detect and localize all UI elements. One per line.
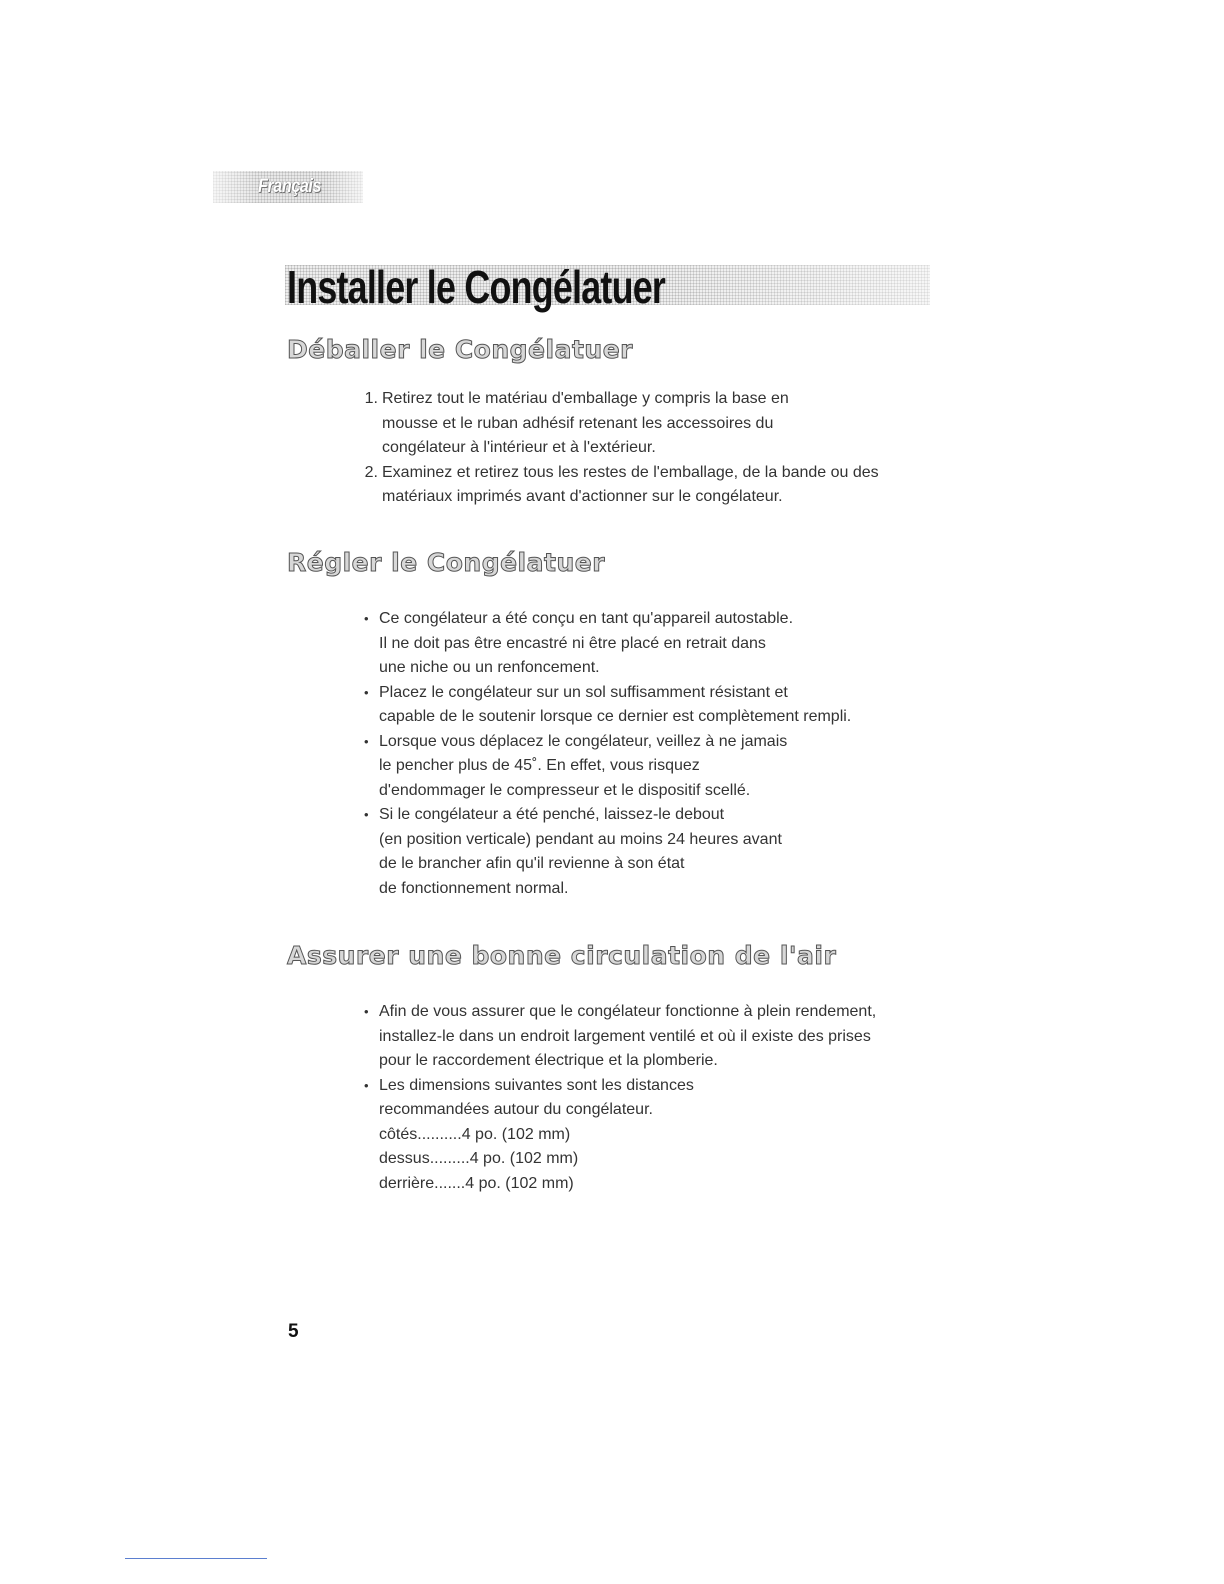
- setup-bullet-list: [360, 607, 940, 901]
- item-text-line: une niche ou un renfoncement.: [379, 659, 600, 676]
- bullet-icon: •: [364, 611, 369, 626]
- clearance-top-line: dessus.........4 po. (102 mm): [379, 1150, 579, 1167]
- page-title: Installer le Congélatuer: [287, 261, 666, 313]
- item-text-line: de le brancher afin qu'il revienne à son état: [379, 855, 685, 872]
- item-text-line: capable de le soutenir lorsque ce dernier est complètement rempli.: [379, 708, 852, 725]
- item-text-line: Les dimensions suivantes sont les distances: [379, 1076, 694, 1094]
- item-text-line: Placez le congélateur sur un sol suffisamment résistant et: [379, 683, 788, 701]
- item-text-line: installez-le dans un endroit largement ventilé et où il existe des prises: [379, 1027, 871, 1045]
- item-text-line: d'endommager le compresseur et le dispositif scellé.: [379, 781, 751, 799]
- bullet-icon: •: [364, 1004, 369, 1019]
- section-heading-deballer: Déballer le Congélatuer: [287, 335, 633, 364]
- list-item: [360, 803, 940, 901]
- air-circulation-bullet-list: [360, 1000, 940, 1196]
- language-tab-label: Français: [258, 176, 322, 197]
- item-text-line: pour le raccordement électrique et la plomberie.: [379, 1052, 718, 1069]
- item-text-line: Retirez tout le matériau d'emballage y compris la base en: [382, 390, 789, 407]
- item-text-line: recommandées autour du congélateur.: [379, 1101, 653, 1118]
- unpacking-steps-list: [360, 387, 940, 510]
- item-text-line: (en position verticale) pendant au moins 24 heures avant: [379, 830, 782, 848]
- list-item: [360, 1074, 940, 1197]
- bullet-icon: •: [364, 684, 369, 700]
- item-text-line: Lorsque vous déplacez le congélateur, veillez à ne jamais: [379, 732, 788, 750]
- footer-divider: [125, 1558, 267, 1559]
- item-text-line: le pencher plus de 45˚. En effet, vous risquez: [379, 757, 700, 774]
- list-item: [360, 1000, 940, 1074]
- list-item: [360, 730, 940, 804]
- list-number: 1.: [364, 390, 378, 407]
- item-text-line: congélateur à l'intérieur et à l'extérieur.: [382, 439, 656, 456]
- item-text-line: de fonctionnement normal.: [379, 879, 569, 897]
- clearance-back-line: derrière.......4 po. (102 mm): [379, 1174, 574, 1192]
- section-heading-regler: Régler le Congélatuer: [287, 548, 606, 577]
- section-heading-air-circulation: Assurer une bonne circulation de l'air: [287, 941, 837, 970]
- bullet-icon: •: [364, 1077, 369, 1093]
- list-item: [360, 681, 940, 730]
- item-text-line: Examinez et retirez tous les restes de l'emballage, de la bande ou des: [382, 463, 879, 481]
- bullet-icon: •: [364, 807, 369, 822]
- item-text-line: Ce congélateur a été conçu en tant qu'appareil autostable.: [379, 610, 794, 627]
- list-item: [360, 461, 940, 510]
- item-text-line: Afin de vous assurer que le congélateur fonctionne à plein rendement,: [379, 1003, 877, 1020]
- list-item: [360, 607, 940, 681]
- list-number: 2.: [364, 463, 378, 481]
- page-number: 5: [288, 1321, 299, 1342]
- item-text-line: Il ne doit pas être encastré ni être placé en retrait dans: [379, 634, 766, 652]
- list-item: [360, 387, 940, 461]
- item-text-line: Si le congélateur a été penché, laissez-le debout: [379, 806, 725, 823]
- item-text-line: matériaux imprimés avant d'actionner sur le congélateur.: [382, 488, 783, 505]
- clearance-sides-line: côtés..........4 po. (102 mm): [379, 1125, 571, 1143]
- bullet-icon: •: [364, 733, 369, 749]
- item-text-line: mousse et le ruban adhésif retenant les accessoires du: [382, 414, 774, 432]
